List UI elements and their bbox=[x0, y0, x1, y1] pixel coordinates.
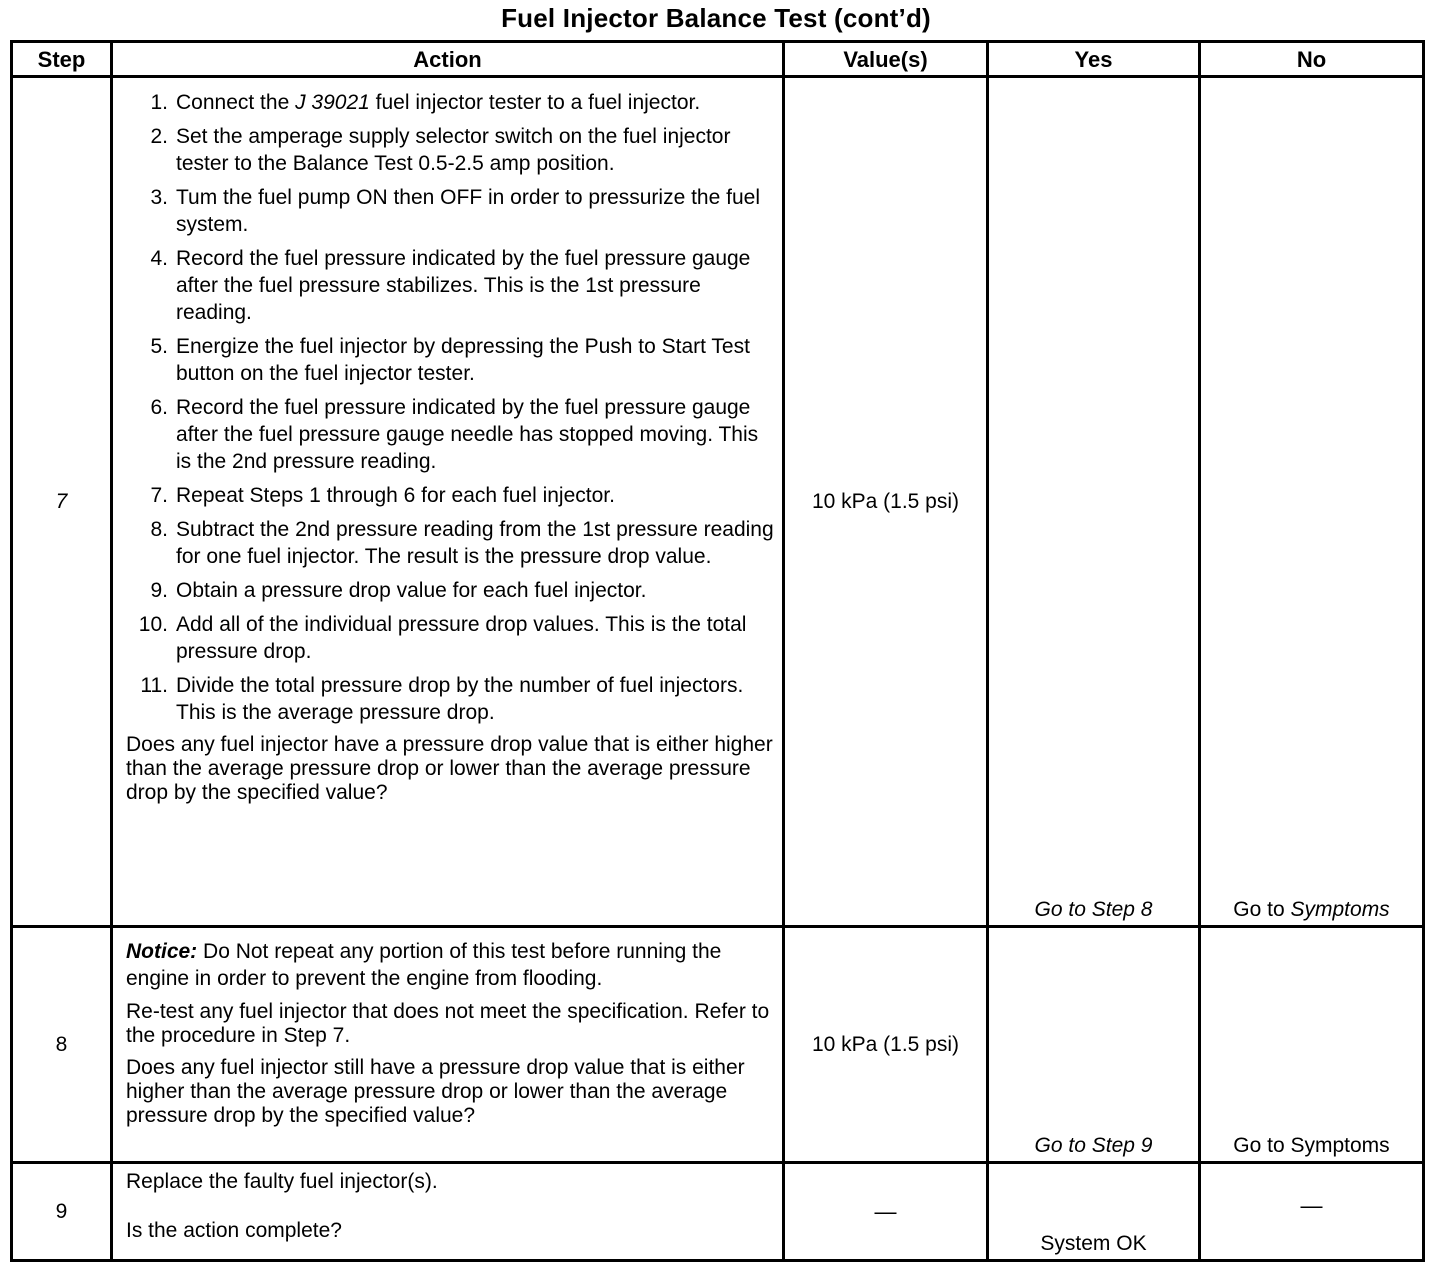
list-item bbox=[126, 123, 774, 177]
list-item bbox=[126, 245, 774, 326]
item-number: 1. bbox=[150, 91, 168, 114]
item-number: 11. bbox=[140, 674, 168, 697]
item-text: Divide the total pressure drop by the number of fuel injectors. This is the average pressure drop. bbox=[176, 674, 744, 724]
list-item bbox=[126, 611, 774, 665]
item-number: 2. bbox=[150, 125, 168, 148]
item-number: 6. bbox=[150, 396, 168, 419]
yes-cell: Go to Step 8 bbox=[988, 77, 1200, 927]
list-item bbox=[126, 482, 774, 509]
item-text: Energize the fuel injector by depressing the Push to Start Test button on the fuel injector tester. bbox=[176, 335, 750, 385]
list-item bbox=[126, 333, 774, 387]
procedure-table bbox=[10, 40, 1425, 1262]
yes-cell: System OK bbox=[988, 1163, 1200, 1261]
item-text: Repeat Steps 1 through 6 for each fuel injector. bbox=[176, 484, 615, 507]
value-cell: 10 kPa (1.5 psi) bbox=[784, 927, 988, 1163]
header-no: No bbox=[1200, 42, 1424, 77]
procedure-list bbox=[126, 89, 774, 726]
item-number: 4. bbox=[150, 247, 168, 270]
item-number: 5. bbox=[150, 335, 168, 358]
no-cell: — bbox=[1200, 1163, 1424, 1261]
table-row-step-9 bbox=[12, 1163, 1424, 1261]
yes-cell: Go to Step 9 bbox=[988, 927, 1200, 1163]
header-values: Value(s) bbox=[784, 42, 988, 77]
header-action: Action bbox=[112, 42, 784, 77]
header-step: Step bbox=[12, 42, 112, 77]
action-cell bbox=[112, 927, 784, 1163]
item-text: Connect the J 39021 fuel injector tester to a fuel injector. bbox=[176, 91, 701, 114]
decision-question: Does any fuel injector still have a pressure drop value that is either higher than the average pressure drop or lower than the average pressure drop by the specified value? bbox=[126, 1056, 745, 1127]
notice-label: Notice: bbox=[126, 940, 198, 963]
no-cell: Go to Symptoms bbox=[1200, 77, 1424, 927]
item-number: 9. bbox=[150, 579, 168, 602]
step-number: 7 bbox=[12, 77, 112, 927]
item-text: Set the amperage supply selector switch on the fuel injector tester to the Balance Test 0.5-2.5 amp position. bbox=[176, 125, 731, 175]
list-item bbox=[126, 577, 774, 604]
tool-reference: J 39021 bbox=[295, 91, 370, 114]
item-text: Tum the fuel pump ON then OFF in order to pressurize the fuel system. bbox=[176, 186, 760, 236]
action-cell bbox=[112, 77, 784, 927]
table-row-step-8 bbox=[12, 927, 1424, 1163]
value-cell: 10 kPa (1.5 psi) bbox=[784, 77, 988, 927]
item-number: 7. bbox=[150, 484, 168, 507]
list-item bbox=[126, 672, 774, 726]
item-number: 3. bbox=[150, 186, 168, 209]
decision-question: Is the action complete? bbox=[126, 1219, 342, 1242]
value-cell: — bbox=[784, 1163, 988, 1261]
table-row-step-7 bbox=[12, 77, 1424, 927]
list-item bbox=[126, 394, 774, 475]
page-title: Fuel Injector Balance Test (cont’d) bbox=[501, 3, 931, 33]
action-text: Replace the faulty fuel injector(s). bbox=[126, 1170, 438, 1193]
list-item bbox=[126, 89, 774, 116]
item-text: Record the fuel pressure indicated by the fuel pressure gauge after the fuel pressure stabilizes. This is the 1st pressure reading. bbox=[176, 247, 751, 324]
header-yes: Yes bbox=[988, 42, 1200, 77]
symptoms-reference: Symptoms bbox=[1290, 898, 1390, 921]
decision-question: Does any fuel injector have a pressure drop value that is either higher than the average pressure drop or lower than the average pressure drop by the specified value? bbox=[126, 733, 773, 804]
list-item bbox=[126, 184, 774, 238]
item-text: Add all of the individual pressure drop values. This is the total pressure drop. bbox=[176, 613, 747, 663]
list-item bbox=[126, 516, 774, 570]
step-number: 9 bbox=[12, 1163, 112, 1261]
item-number: 8. bbox=[150, 518, 168, 541]
item-text: Obtain a pressure drop value for each fuel injector. bbox=[176, 579, 647, 602]
item-text: Record the fuel pressure indicated by the fuel pressure gauge after the fuel pressure gauge needle has stopped moving. This is the 2nd pressure reading. bbox=[176, 396, 759, 473]
action-cell bbox=[112, 1163, 784, 1261]
step-number: 8 bbox=[12, 927, 112, 1163]
item-number: 10. bbox=[138, 613, 168, 636]
header-row bbox=[12, 42, 1424, 77]
retest-paragraph: Re-test any fuel injector that does not meet the specification. Refer to the procedure in Step 7. bbox=[126, 1000, 770, 1047]
item-text: Subtract the 2nd pressure reading from the 1st pressure reading for one fuel injector. The result is the pressure drop value. bbox=[176, 518, 774, 568]
no-cell: Go to Symptoms bbox=[1200, 927, 1424, 1163]
notice-paragraph: Notice: Do Not repeat any portion of this test before running the engine in order to prevent the engine from flooding. bbox=[126, 940, 722, 990]
